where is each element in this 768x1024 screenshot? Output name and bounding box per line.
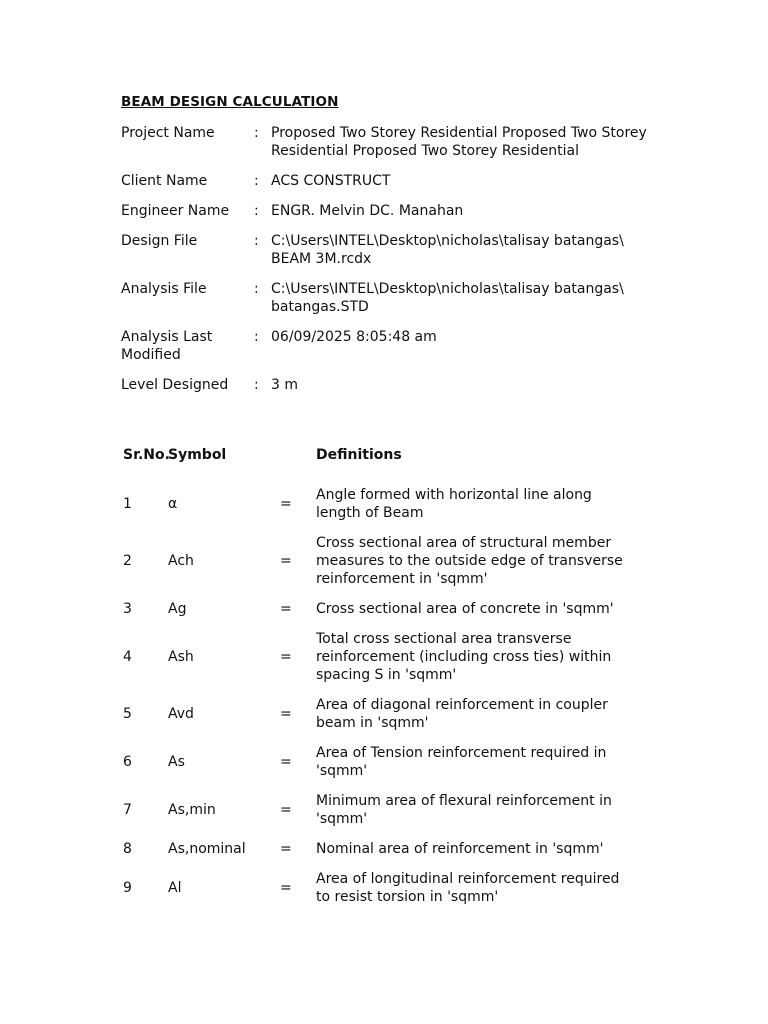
row-no: 3 (123, 601, 132, 617)
info-colon: : (254, 125, 259, 141)
row-no: 9 (123, 880, 132, 896)
row-definition: Angle formed with horizontal line along length of Beam (316, 487, 592, 521)
header-definitions: Definitions (316, 447, 402, 463)
row-symbol: As (168, 754, 185, 770)
row-no: 2 (123, 553, 132, 569)
info-label: Project Name (121, 125, 215, 141)
row-equals: = (280, 496, 292, 512)
info-label: Design File (121, 233, 198, 249)
info-colon: : (254, 377, 259, 393)
project-info (121, 124, 681, 406)
row-equals: = (280, 802, 292, 818)
row-definition: Nominal area of reinforcement in 'sqmm' (316, 841, 604, 857)
table-row (121, 870, 681, 906)
row-symbol: Ag (168, 601, 187, 617)
row-equals: = (280, 601, 292, 617)
info-colon: : (254, 281, 259, 297)
row-equals: = (280, 880, 292, 896)
row-symbol: As,nominal (168, 841, 246, 857)
row-symbol: As,min (168, 802, 216, 818)
table-row (121, 630, 681, 684)
row-definition: Minimum area of flexural reinforcement in 'sqmm' (316, 793, 612, 827)
row-symbol: Ach (168, 553, 194, 569)
row-symbol: Ash (168, 649, 194, 665)
info-row-project-name (121, 124, 681, 160)
row-equals: = (280, 649, 292, 665)
info-row-client-name (121, 172, 681, 190)
table-row (121, 792, 681, 828)
table-row (121, 840, 681, 858)
row-no: 6 (123, 754, 132, 770)
document-title: BEAM DESIGN CALCULATION (121, 94, 339, 110)
row-definition: Area of diagonal reinforcement in coupler beam in 'sqmm' (316, 697, 608, 731)
row-definition: Total cross sectional area transverse reinforcement (including cross ties) within spacing S in 'sqmm' (316, 631, 612, 683)
info-value: C:\Users\INTEL\Desktop\nicholas\talisay batangas\ batangas.STD (271, 281, 624, 315)
info-colon: : (254, 233, 259, 249)
info-value: 3 m (271, 377, 298, 393)
info-label: Engineer Name (121, 203, 230, 219)
table-row (121, 486, 681, 522)
header-symbol: Symbol (168, 447, 227, 463)
info-row-analysis-last-modified (121, 328, 681, 364)
info-row-design-file (121, 232, 681, 268)
info-value: Proposed Two Storey Residential Proposed Two Storey Residential Proposed Two Storey Residential (271, 125, 647, 159)
row-equals: = (280, 553, 292, 569)
row-no: 8 (123, 841, 132, 857)
row-no: 7 (123, 802, 132, 818)
row-no: 5 (123, 706, 132, 722)
row-definition: Area of Tension reinforcement required in 'sqmm' (316, 745, 607, 779)
info-label: Analysis File (121, 281, 207, 297)
table-row (121, 534, 681, 588)
row-no: 1 (123, 496, 132, 512)
info-colon: : (254, 329, 259, 345)
info-label: Client Name (121, 173, 208, 189)
row-definition: Cross sectional area of structural member measures to the outside edge of transverse reinforcement in 'sqmm' (316, 535, 623, 587)
info-label: Level Designed (121, 377, 229, 393)
info-colon: : (254, 173, 259, 189)
table-row (121, 744, 681, 780)
row-equals: = (280, 754, 292, 770)
info-value: C:\Users\INTEL\Desktop\nicholas\talisay batangas\ BEAM 3M.rcdx (271, 233, 624, 267)
row-symbol: α (168, 496, 178, 512)
row-symbol: Al (168, 880, 182, 896)
info-value: ENGR. Melvin DC. Manahan (271, 203, 464, 219)
row-no: 4 (123, 649, 132, 665)
header-sr-no: Sr.No. (123, 446, 170, 463)
row-definition: Area of longitudinal reinforcement required to resist torsion in 'sqmm' (316, 871, 620, 905)
info-value: ACS CONSTRUCT (271, 173, 391, 189)
info-row-engineer-name (121, 202, 681, 220)
info-label: Analysis Last Modified (121, 329, 213, 363)
symbols-table (121, 437, 681, 906)
row-equals: = (280, 706, 292, 722)
table-row (121, 600, 681, 618)
row-symbol: Avd (168, 706, 194, 722)
row-equals: = (280, 841, 292, 857)
table-row (121, 696, 681, 732)
info-row-analysis-file (121, 280, 681, 316)
info-value: 06/09/2025 8:05:48 am (271, 329, 437, 345)
table-header (121, 437, 681, 473)
info-row-level-designed (121, 376, 681, 394)
info-colon: : (254, 203, 259, 219)
row-definition: Cross sectional area of concrete in 'sqmm' (316, 601, 614, 617)
